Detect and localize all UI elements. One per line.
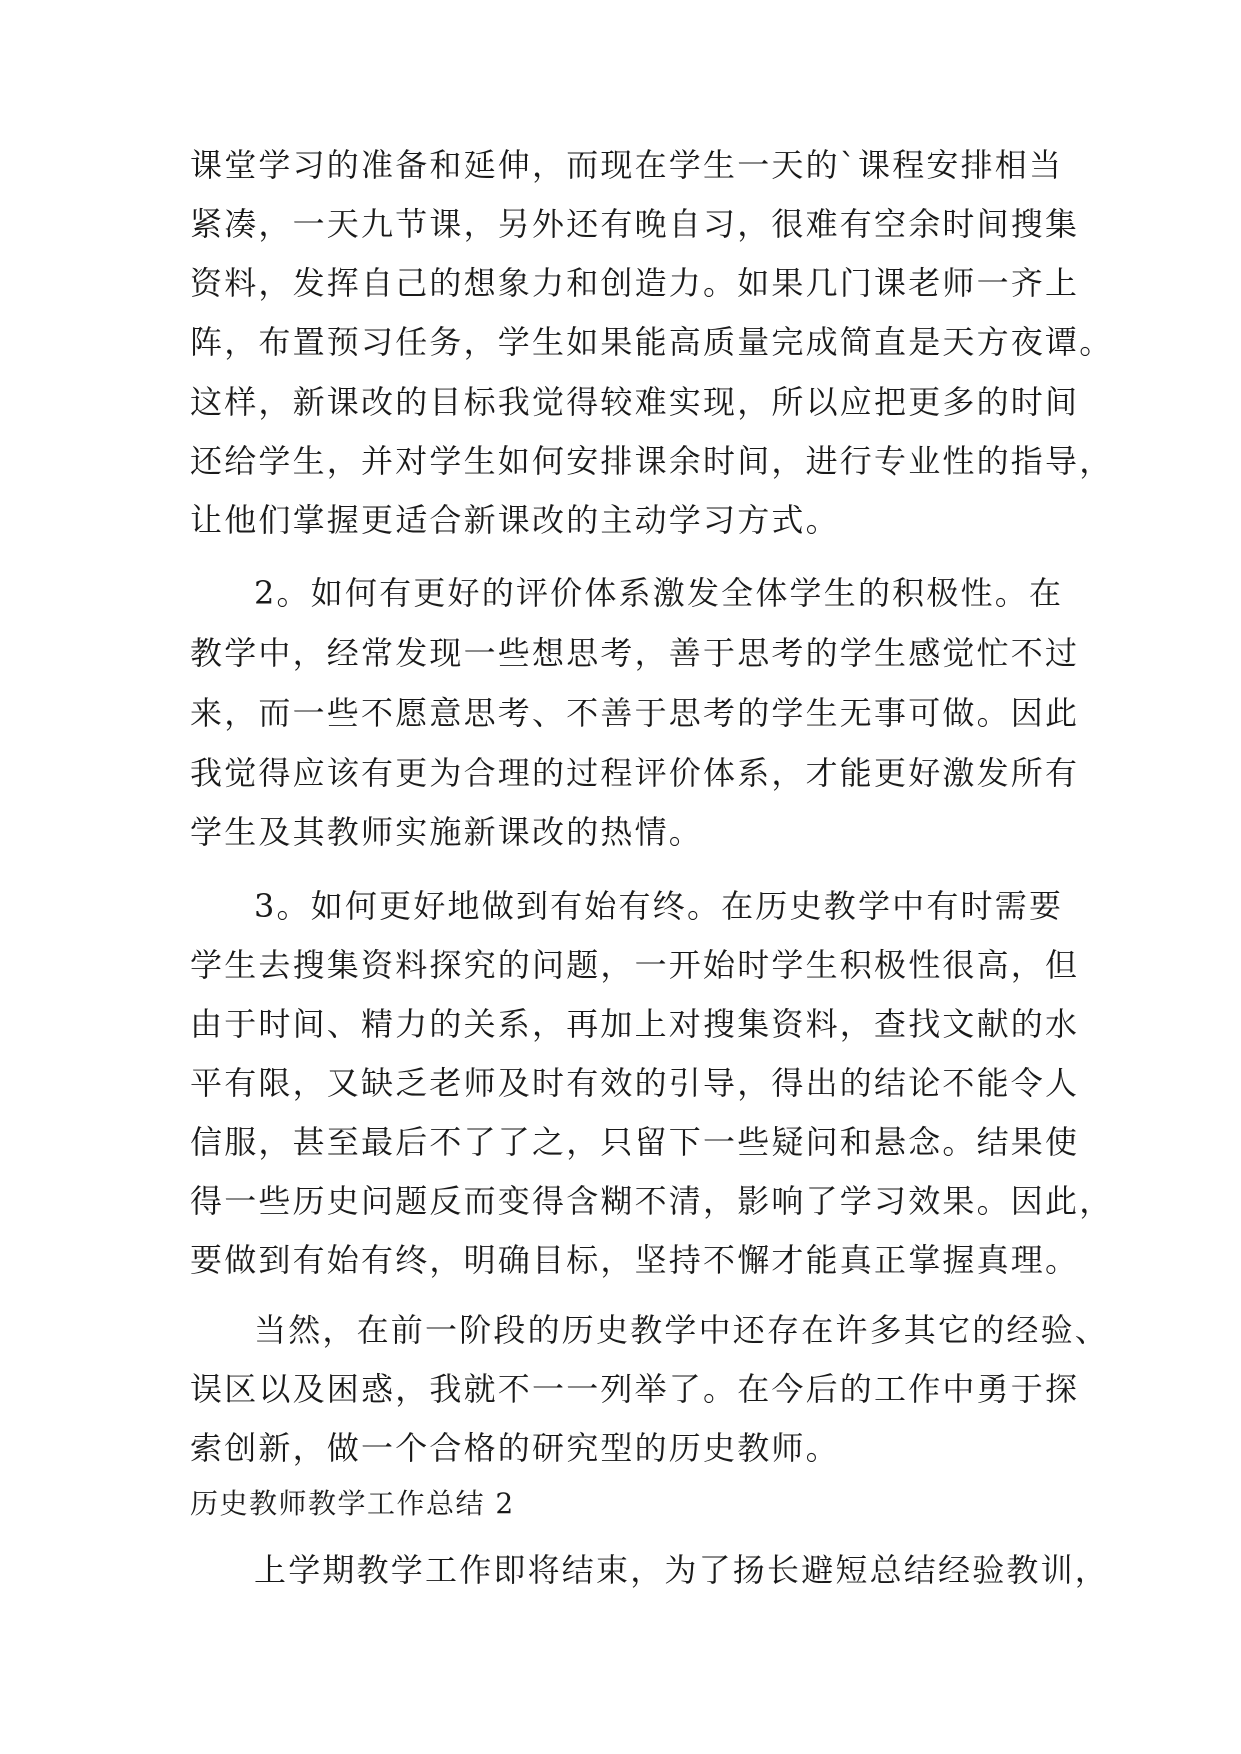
text-line: 我觉得应该有更为合理的过程评价体系，才能更好激发所有 <box>190 754 1080 792</box>
paragraph-3-first-line: 3。如何更好地做到有始有终。在历史教学中有时需要 <box>254 887 1064 925</box>
text-line: 阵，布置预习任务，学生如果能高质量完成简直是天方夜谭。 <box>190 323 1114 361</box>
text-line: 误区以及困惑，我就不一一列举了。在今后的工作中勇于探 <box>190 1370 1080 1408</box>
text-line: 课堂学习的准备和延伸，而现在学生一天的`课程安排相当 <box>190 146 1064 184</box>
text-line: 来，而一些不愿意思考、不善于思考的学生无事可做。因此 <box>190 694 1080 732</box>
text-line: 平有限，又缺乏老师及时有效的引导，得出的结论不能令人 <box>190 1064 1080 1102</box>
text-line: 资料，发挥自己的想象力和创造力。如果几门课老师一齐上 <box>190 264 1080 302</box>
text-line: 这样，新课改的目标我觉得较难实现，所以应把更多的时间 <box>190 383 1080 421</box>
text-line: 信服，甚至最后不了了之，只留下一些疑问和悬念。结果使 <box>190 1123 1080 1161</box>
paragraph-4-first-line: 当然，在前一阶段的历史教学中还存在许多其它的经验、 <box>254 1311 1110 1349</box>
text-line: 还给学生，并对学生如何安排课余时间，进行专业性的指导， <box>190 442 1114 480</box>
text-line: 让他们掌握更适合新课改的主动学习方式。 <box>190 501 840 539</box>
text-line: 紧凑，一天九节课，另外还有晚自习，很难有空余时间搜集 <box>190 205 1080 243</box>
paragraph-5-first-line: 上学期教学工作即将结束，为了扬长避短总结经验教训， <box>254 1551 1110 1589</box>
text-line: 学生去搜集资料探究的问题，一开始时学生积极性很高，但 <box>190 946 1080 984</box>
text-line: 教学中，经常发现一些想思考，善于思考的学生感觉忙不过 <box>190 634 1080 672</box>
text-line: 得一些历史问题反而变得含糊不清，影响了学习效果。因此， <box>190 1182 1114 1220</box>
text-line: 由于时间、精力的关系，再加上对搜集资料，查找文献的水 <box>190 1005 1080 1043</box>
paragraph-2-first-line: 2。如何有更好的评价体系激发全体学生的积极性。在 <box>254 574 1064 612</box>
text-line: 索创新，做一个合格的研究型的历史教师。 <box>190 1429 840 1467</box>
text-line: 要做到有始有终，明确目标，坚持不懈才能真正掌握真理。 <box>190 1241 1080 1279</box>
section-heading: 历史教师教学工作总结 2 <box>190 1487 515 1520</box>
text-line: 学生及其教师实施新课改的热情。 <box>190 813 704 851</box>
